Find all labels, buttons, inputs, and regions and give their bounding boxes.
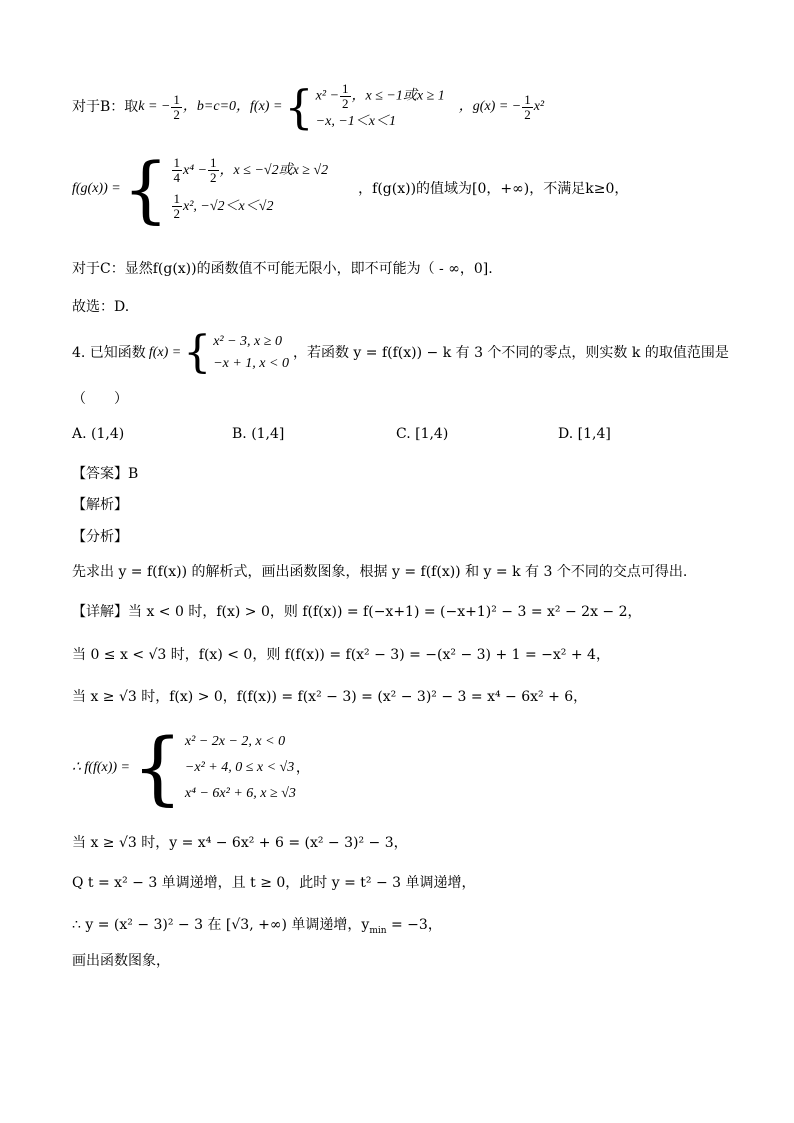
line-b: Q t = x² − 3 单调递增，且 t ≥ 0，此时 y = t² − 3 单调递增，	[72, 875, 476, 891]
b-fx-label: f(x) =	[250, 99, 283, 114]
detail-line2: 当 0 ≤ x < √3 时，f(x) < 0，则 f(f(x)) = f(x² − 3) = −(x² − 3) + 1 = −x² + 4，	[72, 647, 610, 663]
detail-tag: 【详解】	[72, 604, 128, 620]
left-brace: {	[183, 327, 212, 378]
answer-value: B	[128, 466, 139, 482]
detail-line3: 当 x ≥ √3 时，f(x) > 0，f(f(x)) = f(x² − 3) = (x² − 3)² − 3 = x⁴ − 6x² + 6，	[72, 689, 588, 705]
q4-cases: x² − 3, x ≥ 0 −x + 1, x < 0	[213, 334, 289, 371]
b-prefix: 对于B：取	[72, 99, 139, 115]
block-b-line2	[72, 147, 629, 231]
therefore-block	[72, 721, 310, 814]
q4-paren: （ ）	[72, 391, 128, 407]
detail1-text: 当 x < 0 时，f(x) > 0，则 f(f(x)) = f(−x+1) = (−x+1)² − 3 = x² − 2x − 2，	[128, 604, 642, 620]
q4-fx: f(x) =	[148, 345, 182, 360]
q4-stem-mid: ，若函数 y = f(f(x)) − k 有 3 个不同的零点，则实数 k 的取值范围是	[292, 345, 729, 361]
fg-tail: ，f(g(x))的值域为[0，+∞)，不满足k≥0，	[358, 181, 629, 197]
b-gx: ，g(x) = −	[458, 99, 522, 114]
line-a: 当 x ≥ √3 时，y = x⁴ − 6x² + 6 = (x² − 3)² − 3，	[72, 835, 408, 851]
b-fx-cases: x² − $\frac{1}{2}$ ，x ≤ −1或x ≥ 1 −x, −1＜x＜1	[315, 80, 445, 129]
fenxi-text: 先求出 y = f(f(x)) 的解析式，画出函数图象，根据 y = f(f(x)) 和 y = k 有 3 个不同的交点可得出.	[72, 564, 688, 580]
fg-cases: $\frac{1}{4}$ x⁴ − $\frac{1}{2}$ ，x ≤ −√2或x ≥ √2 $\frac{1}{2}$ x², −√2＜x＜√2	[173, 155, 329, 222]
fg-label: f(g(x)) =	[72, 181, 121, 196]
line-c	[72, 916, 442, 940]
left-brace: {	[132, 721, 183, 814]
q4-stem	[72, 328, 729, 378]
left-brace: {	[284, 80, 314, 134]
block-b-line1	[72, 82, 544, 132]
option-d[interactable]: D. [1,4]	[558, 426, 611, 442]
block-c-line: 对于C：显然f(g(x))的函数值不可能无限小，即不可能为（ - ∞，0].	[72, 261, 493, 277]
therefore-label: ∴ f(f(x)) =	[72, 760, 130, 775]
line-c-sub: min	[369, 925, 387, 936]
ff-tail: ，	[295, 760, 310, 776]
choose-line: 故选：D.	[72, 299, 130, 315]
ff-cases: x² − 2x − 2, x < 0 −x² + 4, 0 ≤ x < √3 x⁴ − 6x² + 6, x ≥ √3	[184, 734, 296, 801]
detail-line1	[72, 603, 642, 621]
answer-tag: 【答案】	[72, 466, 128, 482]
answer-line	[72, 465, 138, 483]
line-d: 画出函数图象，	[72, 953, 170, 969]
fraction-half-g: $\frac{1}{2}$	[524, 91, 531, 122]
b-k: k = −	[138, 99, 171, 114]
option-b[interactable]: B. (1,4]	[232, 426, 285, 442]
line-c-tail: = −3，	[386, 917, 442, 933]
line-c-text: ∴ y = (x² − 3)² − 3 在 [√3, +∞) 单调递增，y	[72, 917, 370, 933]
fenxi-tag: 【分析】	[72, 529, 128, 545]
b-bc: ，b=c=0，	[182, 99, 251, 114]
left-brace: {	[122, 147, 169, 231]
option-c[interactable]: C. [1,4)	[396, 426, 449, 442]
b-gx-tail: x²	[533, 99, 545, 114]
jiexi-tag: 【解析】	[72, 497, 128, 513]
q4-prefix: 4. 已知函数	[72, 345, 146, 361]
option-a[interactable]: A. (1,4)	[72, 426, 125, 442]
fraction-half: $\frac{1}{2}$	[173, 91, 180, 122]
